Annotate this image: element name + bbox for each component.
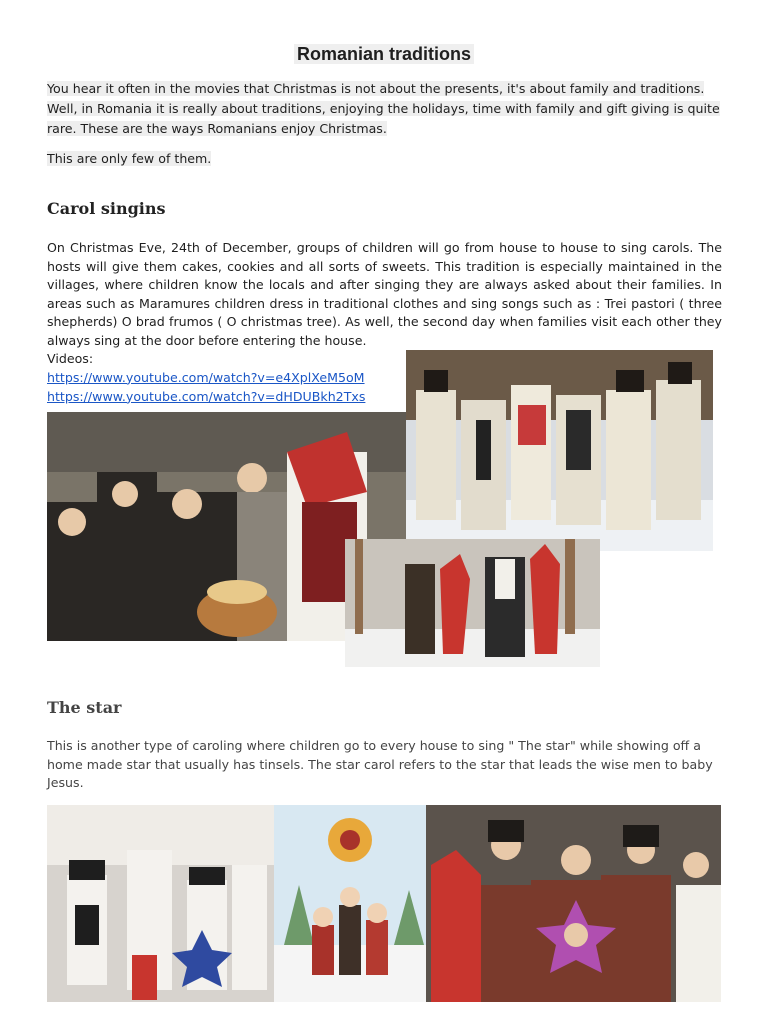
- star-paragraph: This is another type of caroling where children go to every house to sing " The star" while showing off a home made star that usually has tinsels. The star carol refers to the star that leads the wise men to baby Jesus.: [47, 738, 713, 791]
- video-link-2[interactable]: https://www.youtube.com/watch?v=dHDUBkh2Txs: [47, 388, 366, 404]
- videos-label: Videos:: [47, 351, 94, 366]
- video-link-1[interactable]: https://www.youtube.com/watch?v=e4XplXeM5oM: [47, 369, 365, 385]
- videos-block: [47, 350, 365, 406]
- children-in-winter-forest-photo: [345, 539, 600, 667]
- children-with-star-photo: [426, 805, 721, 1002]
- carol-heading: Carol singins: [47, 199, 166, 218]
- star-carol-illustration: [274, 805, 426, 1002]
- carol-paragraph: On Christmas Eve, 24th of December, groups of children will go from house to house to sing carols. The hosts will give them cakes, cookies and all sorts of sweets. This tradition is especially maintained in the villages, where children know the locals and after singing they are always asked about their families. In areas such as Maramures children dress in traditional clothes and sing songs such as : Trei pastori ( three shepherds) O brad frumos ( O christmas tree). As well, the second day when families visit each other they always sing at the door before entering the house.: [47, 240, 722, 348]
- few-paragraph: This are only few of them.: [47, 151, 212, 166]
- intro-paragraph: You hear it often in the movies that Christmas is not about the presents, it's about family and traditions. Well, in Romania it is really about traditions, enjoying the holidays, time with family and gift giving is quite rare. These are the ways Romanians enjoy Christmas.: [47, 81, 720, 136]
- star-carol-group-photo: [47, 805, 274, 1002]
- star-heading: The star: [47, 698, 122, 717]
- carolers-in-snow-photo: [406, 350, 713, 551]
- page-title: Romanian traditions: [0, 44, 768, 65]
